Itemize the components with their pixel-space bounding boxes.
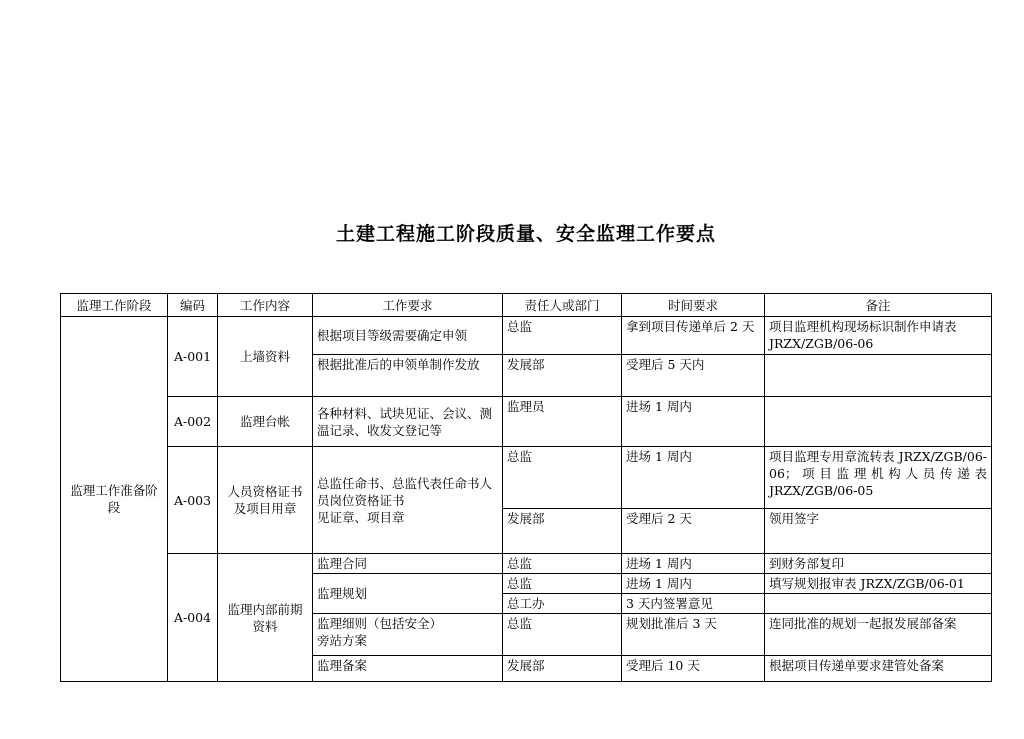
content-cell: 监理内部前期资料 <box>218 554 313 682</box>
time-cell: 进场 1 周内 <box>622 554 765 574</box>
responsible-cell: 总监 <box>503 447 622 509</box>
note-cell: 领用签字 <box>765 509 992 554</box>
responsible-cell: 发展部 <box>503 509 622 554</box>
header-cell: 工作要求 <box>313 294 503 317</box>
code-cell: A-001 <box>168 317 218 397</box>
note-cell: 连同批准的规划一起报发展部备案 <box>765 614 992 656</box>
table-row <box>61 447 992 509</box>
responsible-cell: 发展部 <box>503 355 622 397</box>
responsible-cell: 总监 <box>503 574 622 594</box>
time-cell: 3 天内签署意见 <box>622 594 765 614</box>
note-cell: 项目监理专用章流转表 JRZX/ZGB/06-06；项目监理机构人员传递表 JRZX/ZGB/06-05 <box>765 447 992 509</box>
time-cell: 进场 1 周内 <box>622 447 765 509</box>
note-cell: 填写规划报审表 JRZX/ZGB/06-01 <box>765 574 992 594</box>
time-cell: 拿到项目传递单后 2 天 <box>622 317 765 355</box>
responsible-cell: 总监 <box>503 554 622 574</box>
header-cell: 编码 <box>168 294 218 317</box>
header-cell: 备注 <box>765 294 992 317</box>
document-title: 土建工程施工阶段质量、安全监理工作要点 <box>335 223 716 245</box>
requirement-cell: 总监任命书、总监代表任命书人员岗位资格证书 见证章、项目章 <box>313 447 503 554</box>
table-row <box>61 317 992 355</box>
time-cell: 受理后 5 天内 <box>622 355 765 397</box>
requirement-cell: 监理细则（包括安全） 旁站方案 <box>313 614 503 656</box>
code-cell: A-004 <box>168 554 218 682</box>
responsible-cell: 总监 <box>503 614 622 656</box>
note-cell <box>765 397 992 447</box>
time-cell: 进场 1 周内 <box>622 574 765 594</box>
content-cell: 人员资格证书及项目用章 <box>218 447 313 554</box>
header-row <box>61 294 992 317</box>
code-cell: A-003 <box>168 447 218 554</box>
note-cell: 根据项目传递单要求建管处备案 <box>765 656 992 682</box>
header-cell: 时间要求 <box>622 294 765 317</box>
time-cell: 规划批准后 3 天 <box>622 614 765 656</box>
note-cell <box>765 594 992 614</box>
requirement-cell: 根据批准后的申领单制作发放 <box>313 355 503 397</box>
requirement-cell: 监理合同 <box>313 554 503 574</box>
note-cell: 项目监理机构现场标识制作申请表 JRZX/ZGB/06-06 <box>765 317 992 355</box>
note-cell: 到财务部复印 <box>765 554 992 574</box>
requirement-cell: 监理规划 <box>313 574 503 614</box>
table-row <box>61 397 992 447</box>
responsible-cell: 监理员 <box>503 397 622 447</box>
time-cell: 受理后 2 天 <box>622 509 765 554</box>
stage-cell <box>61 317 168 682</box>
requirement-cell: 监理备案 <box>313 656 503 682</box>
supervision-table <box>60 293 992 682</box>
header-cell: 监理工作阶段 <box>61 294 168 317</box>
responsible-cell: 发展部 <box>503 656 622 682</box>
requirement-cell: 根据项目等级需要确定申领 <box>313 317 503 355</box>
note-cell <box>765 355 992 397</box>
time-cell: 受理后 10 天 <box>622 656 765 682</box>
code-cell: A-002 <box>168 397 218 447</box>
header-cell: 工作内容 <box>218 294 313 317</box>
time-cell: 进场 1 周内 <box>622 397 765 447</box>
responsible-cell: 总监 <box>503 317 622 355</box>
table-row <box>61 554 992 574</box>
requirement-cell: 各种材料、试块见证、会议、测温记录、收发文登记等 <box>313 397 503 447</box>
content-cell: 上墙资料 <box>218 317 313 397</box>
responsible-cell: 总工办 <box>503 594 622 614</box>
stage-text: 监理工作准备阶段 <box>70 483 158 515</box>
content-cell: 监理台帐 <box>218 397 313 447</box>
header-cell: 责任人或部门 <box>503 294 622 317</box>
